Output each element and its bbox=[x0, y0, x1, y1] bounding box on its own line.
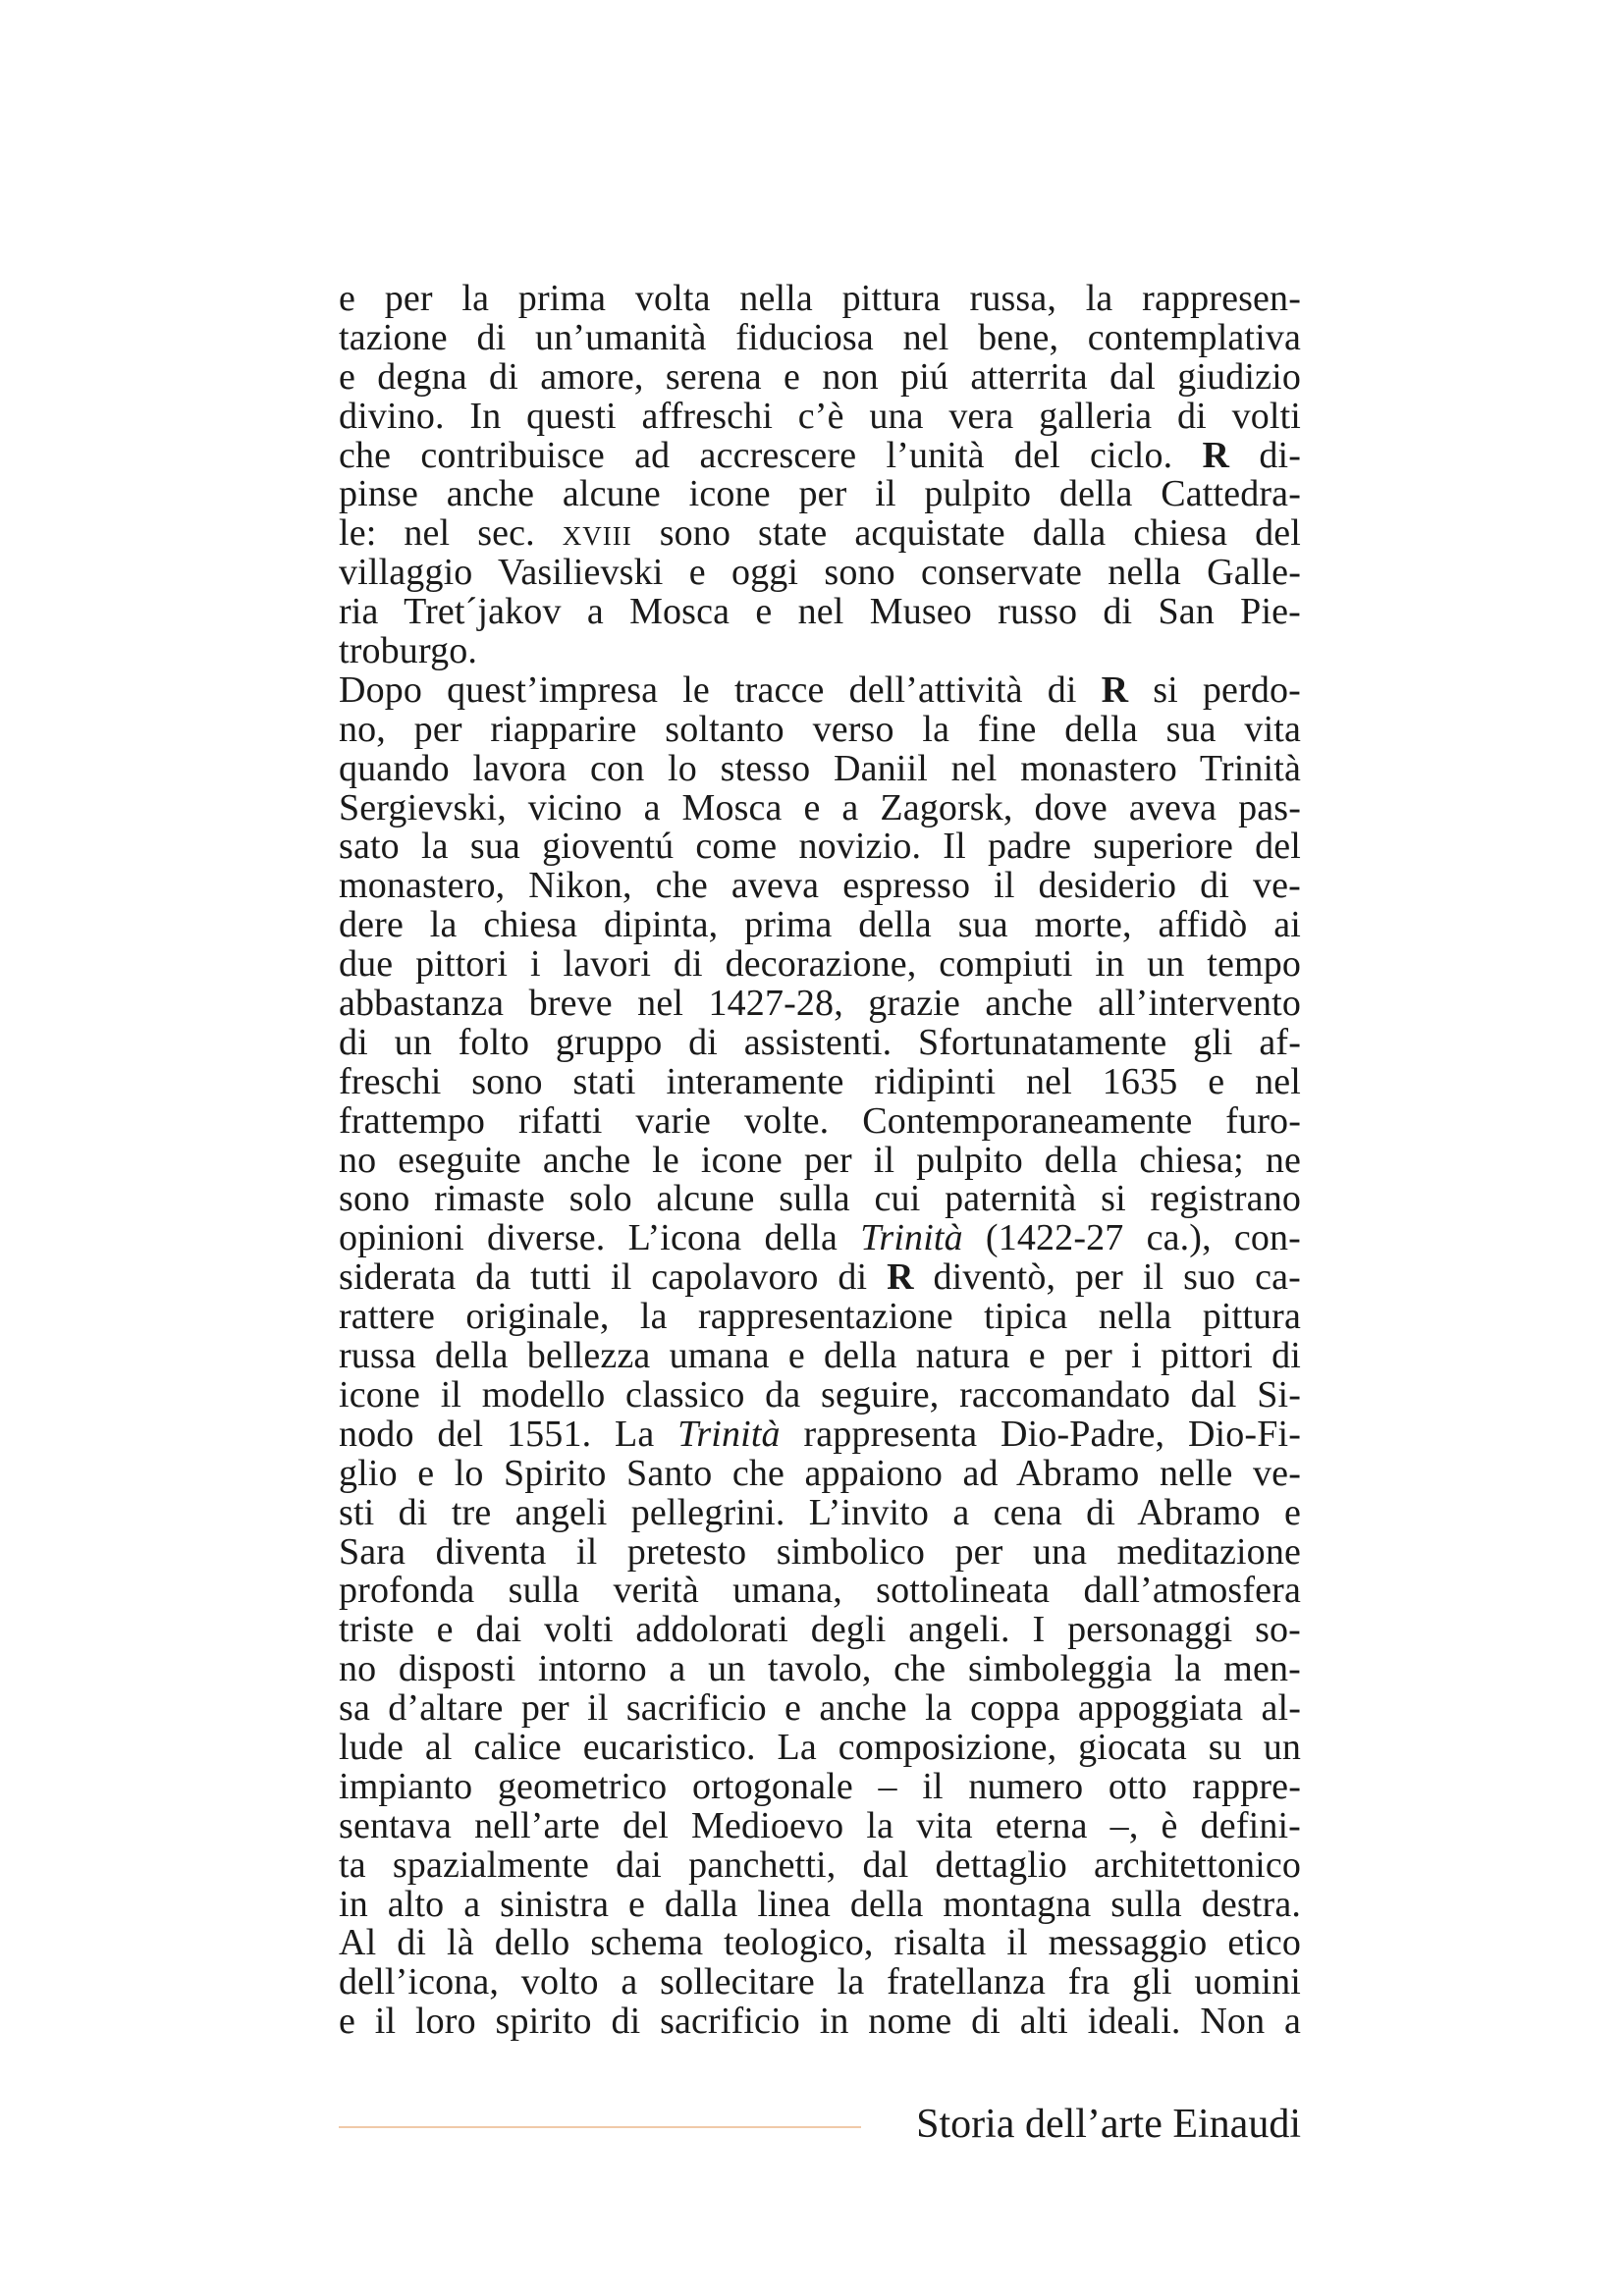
artwork-title: Trinità bbox=[677, 1413, 781, 1455]
text-line: sa d’altare per il sacrificio e anche la coppa appoggiata al- bbox=[339, 1687, 1301, 1730]
page-footer bbox=[339, 2101, 1301, 2150]
text-line: e degna di amore, serena e non piú atterrita dal giudizio bbox=[339, 355, 1301, 398]
text-line: di un folto gruppo di assistenti. Sfortunatamente gli af- bbox=[339, 1021, 1301, 1063]
text-line: pinse anche alcune icone per il pulpito della Cattedra- bbox=[339, 473, 1301, 515]
text-line: no disposti intorno a un tavolo, che simboleggia la men- bbox=[339, 1648, 1301, 1690]
text-line: glio e lo Spirito Santo che appaiono ad Abramo nelle ve- bbox=[339, 1452, 1301, 1494]
text-line: abbastanza breve nel 1427-28, grazie anche all’intervento bbox=[339, 983, 1301, 1025]
text-line: monastero, Nikon, che aveva espresso il desiderio di ve- bbox=[339, 865, 1301, 907]
author-initial: R bbox=[887, 1256, 914, 1299]
artwork-title: Trinità bbox=[860, 1217, 963, 1259]
text-line: siderata da tutti il capolavoro di R diventò, per il suo ca- bbox=[339, 1256, 1301, 1299]
text-line: nodo del 1551. La Trinità rappresenta Dio-Padre, Dio-Fi- bbox=[339, 1413, 1301, 1455]
text-line: frattempo rifatti varie volte. Contemporaneamente furo- bbox=[339, 1099, 1301, 1142]
text-line: troburgo. bbox=[339, 630, 478, 672]
text-line: due pittori i lavori di decorazione, compiuti in un tempo bbox=[339, 943, 1301, 986]
text-line: Sergievski, vicino a Mosca e a Zagorsk, dove aveva pas- bbox=[339, 786, 1301, 828]
footer-rule bbox=[339, 2126, 861, 2128]
text-line: lude al calice eucaristico. La composizione, giocata su un bbox=[339, 1726, 1301, 1768]
author-initial: R bbox=[1101, 668, 1129, 711]
text-line: dell’icona, volto a sollecitare la fratellanza fra gli uomini bbox=[339, 1961, 1301, 2003]
text-line: no eseguite anche le icone per il pulpito della chiesa; ne bbox=[339, 1139, 1301, 1181]
author-initial: R bbox=[1202, 434, 1230, 476]
text-line: Al di là dello schema teologico, risalta il messaggio etico bbox=[339, 1922, 1301, 1964]
text-line: le: nel sec. xviii sono state acquistate dalla chiesa del bbox=[339, 512, 1301, 555]
text-line: sato la sua gioventú come novizio. Il padre superiore del bbox=[339, 826, 1301, 868]
text-line: russa della bellezza umana e della natura e per i pittori di bbox=[339, 1335, 1301, 1377]
text-line: ta spazialmente dai panchetti, dal dettaglio architettonico bbox=[339, 1843, 1301, 1886]
text-line: Dopo quest’impresa le tracce dell’attività di R si perdo- bbox=[339, 668, 1301, 711]
text-line: opinioni diverse. L’icona della Trinità (1422-27 ca.), con- bbox=[339, 1217, 1301, 1259]
text-line: divino. In questi affreschi c’è una vera galleria di volti bbox=[339, 395, 1301, 437]
publication-title: Storia dell’arte Einaudi bbox=[916, 2102, 1301, 2147]
text-line: Sara diventa il pretesto simbolico per una meditazione bbox=[339, 1530, 1301, 1573]
text-line: in alto a sinistra e dalla linea della montagna sulla destra. bbox=[339, 1883, 1301, 1925]
text-line: villaggio Vasilievski e oggi sono conservate nella Galle- bbox=[339, 552, 1301, 594]
text-line: sti di tre angeli pellegrini. L’invito a cena di Abramo e bbox=[339, 1491, 1301, 1533]
text-line: rattere originale, la rappresentazione tipica nella pittura bbox=[339, 1296, 1301, 1338]
text-line: quando lavora con lo stesso Daniil nel monastero Trinità bbox=[339, 747, 1301, 789]
century-numeral: xviii bbox=[562, 512, 632, 555]
text-line: e il loro spirito di sacrificio in nome di alti ideali. Non a bbox=[339, 2001, 1301, 2043]
body-text bbox=[339, 280, 1301, 2042]
text-line: e per la prima volta nella pittura russa, la rappresen- bbox=[339, 278, 1301, 319]
text-line: freschi sono stati interamente ridipinti nel 1635 e nel bbox=[339, 1060, 1301, 1102]
text-line: triste e dai volti addolorati degli angeli. I personaggi so- bbox=[339, 1609, 1301, 1651]
text-line: impianto geometrico ortogonale – il numero otto rappre- bbox=[339, 1765, 1301, 1807]
text-line: ria Tret´jakov a Mosca e nel Museo russo di San Pie- bbox=[339, 591, 1301, 633]
text-line: dere la chiesa dipinta, prima della sua morte, affidò ai bbox=[339, 904, 1301, 946]
text-line: sentava nell’arte del Medioevo la vita eterna –, è defini- bbox=[339, 1804, 1301, 1846]
text-line: sono rimaste solo alcune sulla cui paternità si registrano bbox=[339, 1178, 1301, 1220]
text-line: tazione di un’umanità fiduciosa nel bene, contemplativa bbox=[339, 316, 1301, 358]
text-line: icone il modello classico da seguire, raccomandato dal Si- bbox=[339, 1373, 1301, 1415]
text-line: no, per riapparire soltanto verso la fine della sua vita bbox=[339, 708, 1301, 750]
text-line: che contribuisce ad accrescere l’unità del ciclo. R di- bbox=[339, 434, 1302, 476]
text-line: profonda sulla verità umana, sottolineata dall’atmosfera bbox=[339, 1570, 1301, 1612]
